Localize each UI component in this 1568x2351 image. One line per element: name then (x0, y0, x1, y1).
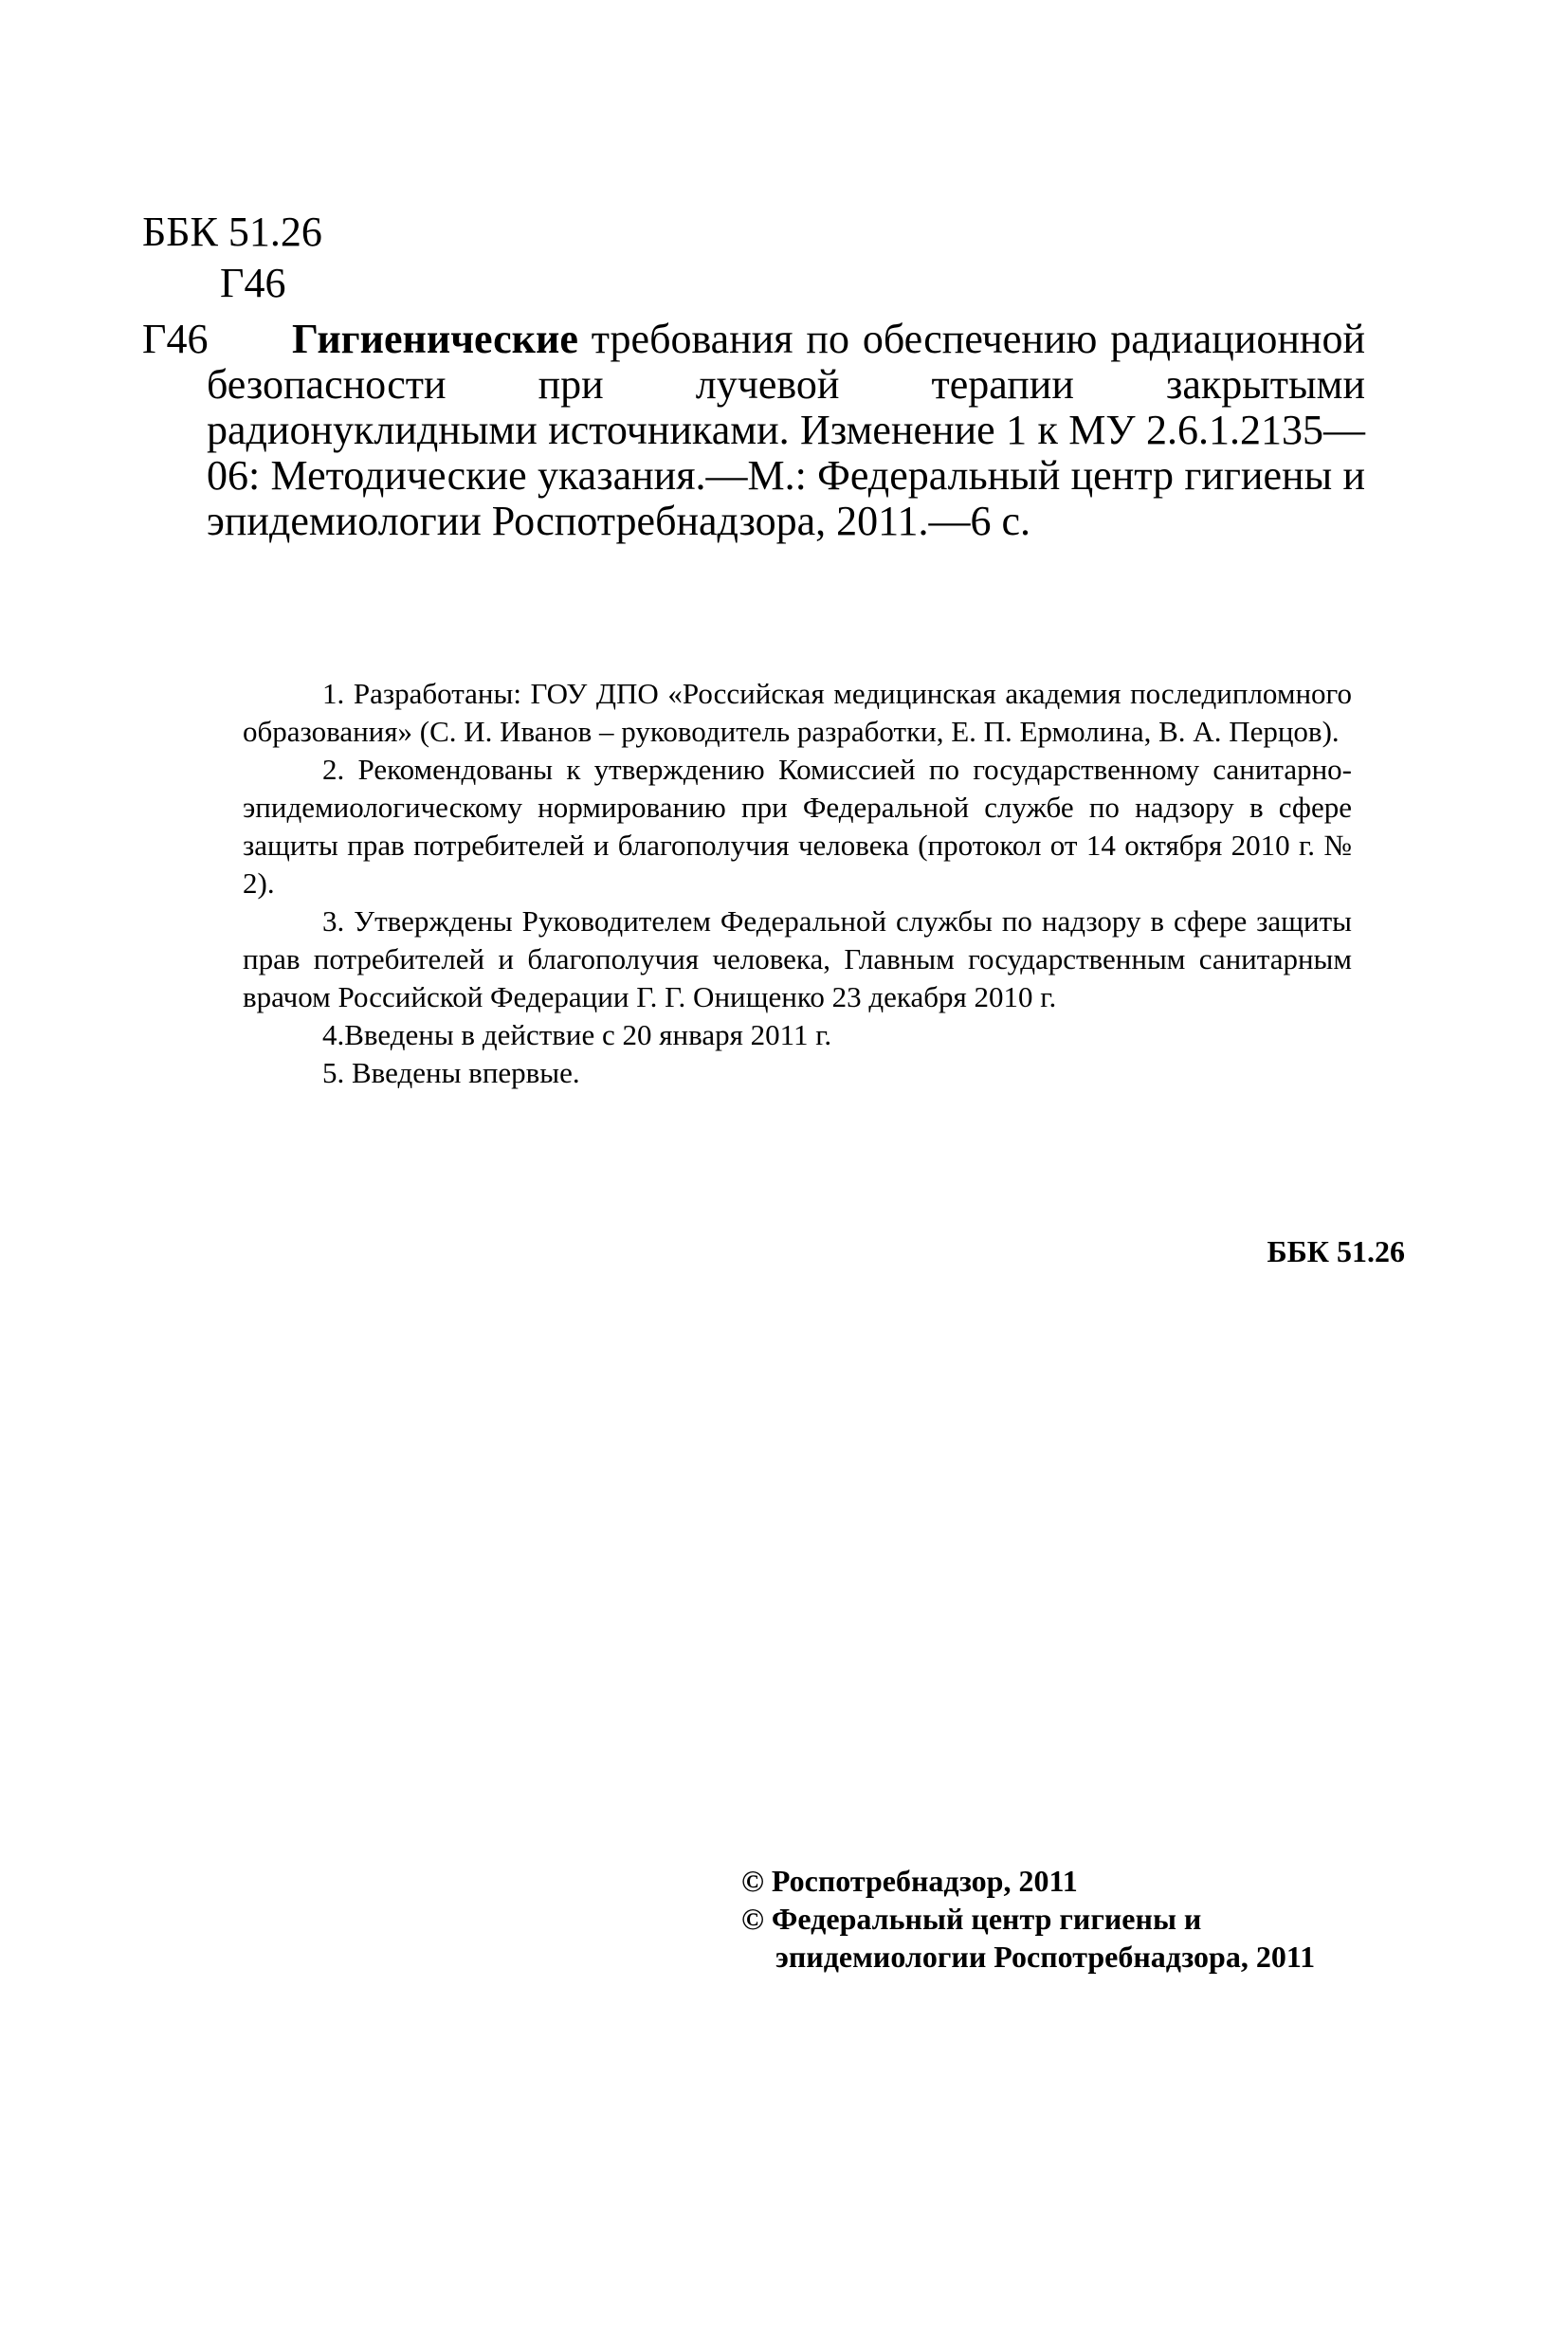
catalog-title-bold: Гигиенические (292, 316, 578, 362)
bbk-index-block (142, 207, 322, 309)
credit-recommended: 2. Рекомендованы к утверждению Комиссией по государственному санитарно-эпидемиологическому нормированию при Федеральной службе по надзору в сфере защиты прав потребителей и благополучия человека (протокол от 14 октября 2010 г. № 2). (243, 753, 1352, 900)
catalog-entry (142, 317, 1365, 544)
copyright-line-3: эпидемиологии Роспотребнадзора, 2011 (775, 1940, 1316, 1974)
catalog-title-rest: требования по обеспечению радиационной безопасности при лучевой терапии закрытыми радионуклидными источниками. Изменение 1 к МУ 2.6.1.2135—06: Методические указания.—М.: Федеральный центр гигиены и эпидемиологии Роспотребнадзора, 2011.—6 с. (207, 316, 1366, 544)
credit-developed: 1. Разработаны: ГОУ ДПО «Российская медицинская академия последипломного образования» (С. И. Иванов – руководитель разработки, Е. П. Ермолина, В. А. Перцов). (243, 677, 1352, 748)
copyright-block (741, 1862, 1443, 1976)
copyright-line-2: © Федеральный центр гигиены и (741, 1902, 1202, 1936)
bbk-code: ББК 51.26 (142, 209, 322, 255)
credit-first-edition: 5. Введены впервые. (322, 1056, 580, 1089)
credits-block (243, 675, 1352, 1092)
copyright-line-1: © Роспотребнадзор, 2011 (741, 1864, 1078, 1898)
catalog-description (207, 317, 1365, 544)
author-mark: Г46 (220, 260, 286, 306)
credit-approved: 3. Утверждены Руководителем Федеральной службы по надзору в сфере защиты прав потребителей и благополучия человека, Главным государственным санитарным врачом Российской Федерации Г. Г. Онищенко 23 декабря 2010 г. (243, 904, 1352, 1013)
credit-effective: 4.Введены в действие с 20 января 2011 г. (322, 1018, 832, 1051)
bbk-code-bottom: ББК 51.26 (1267, 1234, 1405, 1268)
catalog-author-mark: Г46 (142, 316, 209, 362)
